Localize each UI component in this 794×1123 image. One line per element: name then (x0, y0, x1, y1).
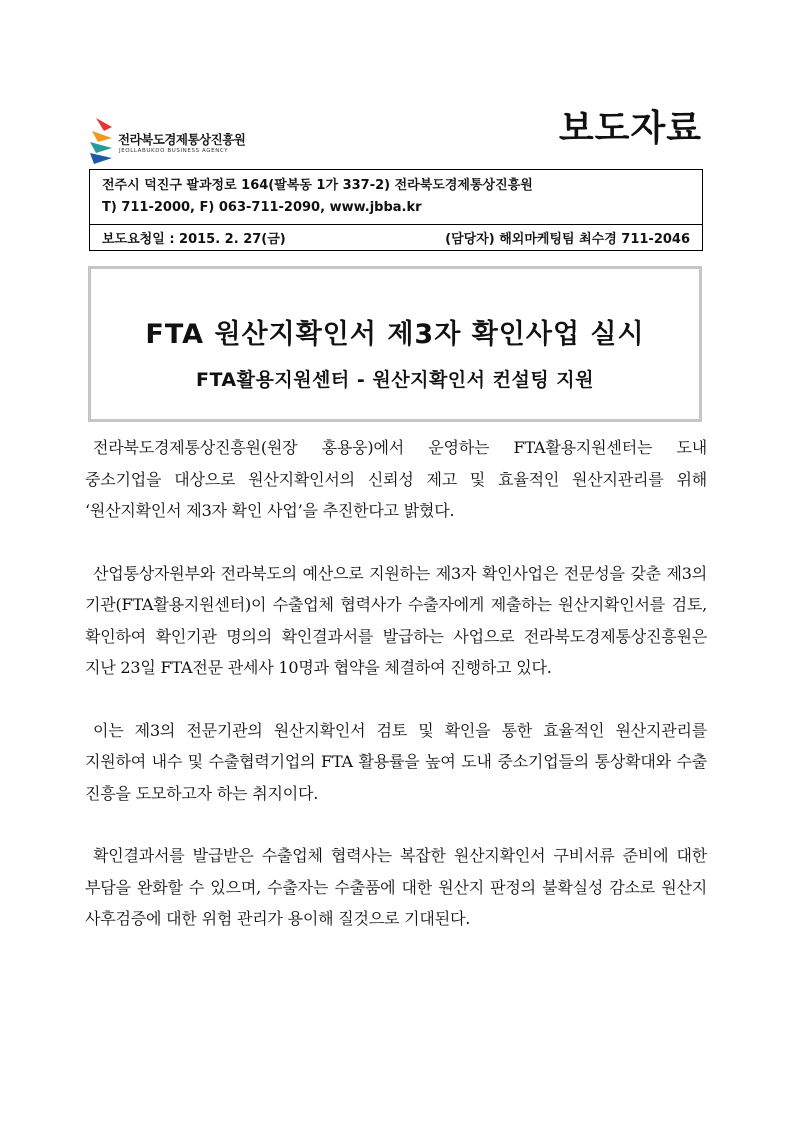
document-type-label: 보도자료 (558, 108, 702, 149)
org-logo (90, 118, 290, 166)
org-name-ko: 전라북도경제통상진흥원 (118, 132, 246, 147)
article-paragraph: 확인결과서를 발급받은 수출업체 협력사는 복잡한 원산지확인서 구비서류 준비에 대한 부담을 완화할 수 있으며, 수출자는 수출품에 대한 원산지 판정의 불확실성 감소로 원산지 사후검증에 대한 위험 관리가 용이해 질것으로 기대된다. (85, 846, 707, 928)
contact-address-cell (90, 170, 703, 225)
article-paragraph: 전라북도경제통상진흥원(원장 홍용웅)에서 운영하는 FTA활용지원센터는 도내 중소기업을 대상으로 원산지확인서의 신뢰성 제고 및 효율적인 원산지관리를 위해 ‘원산지확인서 제3자 확인 사업’을 추진한다고 밝혔다. (85, 438, 707, 520)
headline-box (88, 266, 702, 422)
headline-title: FTA 원산지확인서 제3자 확인사업 실시 (145, 319, 645, 350)
contact-address: 전주시 덕진구 팔과정로 164(팔복동 1가 337-2) 전라북도경제통상진흥원 (102, 178, 533, 193)
request-date: 보도요청일 : 2015. 2. 27(금) (90, 225, 357, 251)
contact-phone-line: T) 711-2000, F) 063-711-2090, www.jbba.kr (102, 200, 422, 215)
article-paragraph: 이는 제3의 전문기관의 원산지확인서 검토 및 확인을 통한 효율적인 원산지관리를 지원하여 내수 및 수출협력기업의 FTA 활용률을 높여 도내 중소기업들의 통상확대와 수출 진흥을 도모하고자 하는 취지이다. (85, 720, 707, 803)
article-paragraph: 산업통상자원부와 전라북도의 예산으로 지원하는 제3자 확인사업은 전문성을 갖춘 제3의 기관(FTA활용지원센터)이 수출업체 협력사가 수출자에게 제출하는 원산지확인서를 검토, 확인하여 확인기관 명의의 확인결과서를 발급하는 사업으로 전라북도경제통상진흥원은 지난 23일 FTA전문 관세사 10명과 협약을 체결하여 진행하고 있다. (85, 563, 707, 677)
headline-subtitle: FTA활용지원센터 - 원산지확인서 컨설팅 지원 (195, 369, 595, 391)
article-body (85, 432, 707, 966)
contact-person: (담당자) 해외마케팅팀 최수경 711-2046 (357, 225, 703, 251)
org-name-en: JEOLLABUKDO BUSINESS AGENCY (119, 148, 229, 154)
contact-info-table (89, 169, 703, 251)
org-logo-mark-icon (90, 118, 114, 164)
